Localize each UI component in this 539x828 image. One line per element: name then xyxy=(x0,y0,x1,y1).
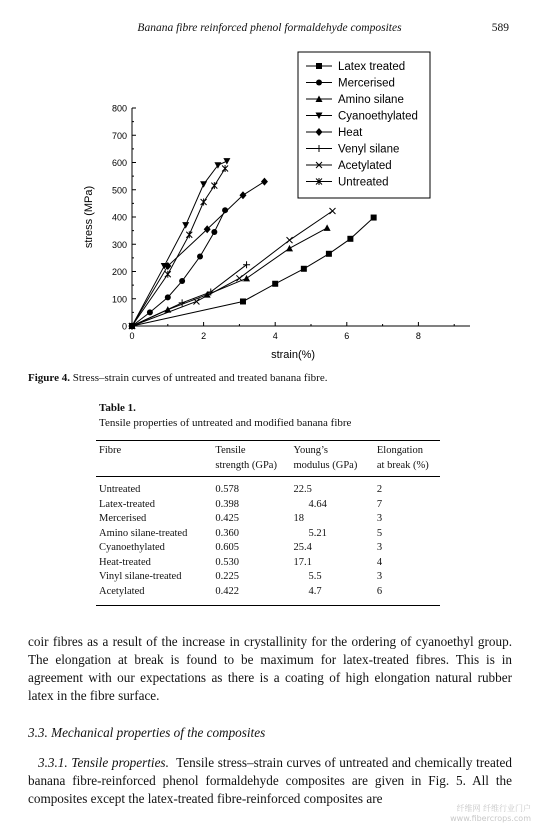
table-row xyxy=(96,512,440,527)
watermark-line-2: www.fibercrops.com xyxy=(450,814,531,823)
figure-label: Figure 4. xyxy=(28,372,70,384)
cell-elongation: 3 xyxy=(376,542,383,553)
cell-elongation: 7 xyxy=(376,498,383,510)
table-row xyxy=(96,570,440,585)
data-point-latex-treated xyxy=(272,281,278,287)
cell-modulus: 18 xyxy=(293,513,304,524)
legend-label-heat: Heat xyxy=(338,127,363,139)
table-label: Table 1. xyxy=(99,402,136,414)
watermark-line-1: 纤维网 纤维行业门户 xyxy=(456,804,531,813)
running-title: Banana fibre reinforced phenol formaldehyde composites xyxy=(137,22,402,34)
y-tick-label: 600 xyxy=(111,158,127,168)
legend-marker-latex-treated xyxy=(316,63,322,69)
y-tick-label: 300 xyxy=(111,239,127,250)
cell-fibre: Acetylated xyxy=(99,585,145,597)
table-row xyxy=(96,477,440,498)
x-tick-label: 4 xyxy=(272,331,278,341)
table-row xyxy=(96,498,440,513)
data-point-cyanoethylated xyxy=(182,222,189,229)
data-point-untreated xyxy=(222,165,228,172)
cell-elongation: 2 xyxy=(376,484,383,495)
data-point-untreated xyxy=(211,182,217,189)
cell-elongation: 6 xyxy=(376,585,383,597)
cell-elongation: 4 xyxy=(376,556,383,568)
y-tick-label: 100 xyxy=(111,294,127,305)
cell-modulus: 4.7 xyxy=(308,585,322,597)
cell-strength: 0.422 xyxy=(215,585,240,597)
section-heading: 3.3. Mechanical properties of the composites xyxy=(28,725,266,740)
cell-fibre: Vinyl silane-treated xyxy=(99,571,182,582)
cell-strength: 0.225 xyxy=(215,571,240,582)
x-tick-label: 8 xyxy=(415,331,421,341)
legend-label-amino-silane: Amino silane xyxy=(338,94,404,106)
y-axis-label: stress (MPa) xyxy=(83,185,95,249)
cell-fibre: Amino silane-treated xyxy=(99,527,188,539)
legend-label-acetylated: Acetylated xyxy=(338,160,392,172)
data-point-heat xyxy=(261,178,268,186)
data-point-untreated xyxy=(186,231,192,238)
paragraph-continuation: coir fibres as a result of the increase in crystallinity for the ordering of cyanoethyl group. The elongation at break is found to be maximum for latex-treated fibres. This is in agreement with our expectations as there is a coating of high elongation natural rubber latex in the fibre surface. xyxy=(28,634,512,703)
y-tick-label: 800 xyxy=(111,103,127,114)
data-point-amino-silane xyxy=(286,245,293,252)
y-tick-label: 500 xyxy=(111,185,127,196)
header-elongation: Elongation at break (%) xyxy=(376,445,429,471)
data-point-untreated xyxy=(201,199,207,206)
cell-fibre: Mercerised xyxy=(99,513,147,524)
data-point-latex-treated xyxy=(326,251,332,257)
cell-fibre: Cyanoethylated xyxy=(99,542,165,553)
header-youngs-modulus: Young’s modulus (GPa) xyxy=(293,445,358,471)
table-header-row xyxy=(96,441,440,477)
cell-modulus: 5.21 xyxy=(308,527,327,539)
legend-label-untreated: Untreated xyxy=(338,176,389,189)
y-tick-label: 700 xyxy=(111,130,127,141)
cell-fibre: Heat-treated xyxy=(99,556,151,568)
cell-strength: 0.605 xyxy=(215,542,240,553)
data-point-latex-treated xyxy=(301,266,307,272)
paragraph-tensile-text: Tensile stress–strain curves of untreated and chemically treated banana fibre-reinforced phenol formaldehyde composites are given in Fig. 5. All the composites except the latex-treated fibre-reinforced composites are xyxy=(28,755,513,806)
table-row xyxy=(96,556,440,571)
data-point-mercerised xyxy=(179,278,185,284)
cell-fibre: Latex-treated xyxy=(99,498,155,510)
header-tensile-strength: Tensile strength (GPa) xyxy=(215,445,277,471)
y-tick-label: 400 xyxy=(111,212,127,223)
table-title: Tensile properties of untreated and modified banana fibre xyxy=(99,417,352,429)
y-tick-label: 200 xyxy=(111,267,127,277)
legend-label-mercerised: Mercerised xyxy=(338,77,395,90)
cell-fibre: Untreated xyxy=(99,484,141,495)
table-row xyxy=(96,527,440,542)
legend-marker-mercerised xyxy=(316,80,322,86)
cell-elongation: 3 xyxy=(376,571,383,582)
cell-modulus: 5.5 xyxy=(308,571,322,582)
cell-modulus: 22.5 xyxy=(293,484,312,495)
series-line-venyl-silane xyxy=(132,265,247,326)
figure-caption xyxy=(28,372,327,384)
legend-label-latex-treated: Latex treated xyxy=(338,61,406,73)
cell-modulus: 25.4 xyxy=(293,542,312,553)
data-point-mercerised xyxy=(197,254,203,260)
stress-strain-chart xyxy=(70,48,470,366)
data-point-untreated xyxy=(165,271,171,278)
header-fibre: Fibre xyxy=(99,445,122,456)
cell-modulus: 4.64 xyxy=(308,498,327,510)
page-number: 589 xyxy=(491,22,509,34)
data-point-amino-silane xyxy=(243,275,250,282)
data-point-cyanoethylated xyxy=(223,158,230,165)
data-point-acetylated xyxy=(287,237,293,243)
watermark xyxy=(450,804,531,824)
x-tick-label: 6 xyxy=(344,331,350,341)
data-point-mercerised xyxy=(165,294,171,300)
figure-caption-text: Stress–strain curves of untreated and treated banana fibre. xyxy=(72,372,328,384)
data-point-mercerised xyxy=(147,309,153,315)
x-tick-label: 0 xyxy=(129,331,135,341)
x-tick-label: 2 xyxy=(201,331,207,341)
data-point-latex-treated xyxy=(240,298,246,304)
cell-strength: 0.530 xyxy=(215,556,240,568)
cell-modulus: 17.1 xyxy=(293,556,312,568)
data-point-latex-treated xyxy=(371,215,377,221)
y-tick-label: 0 xyxy=(121,321,127,332)
legend-label-venyl-silane: Venyl silane xyxy=(338,143,400,156)
tensile-properties-table xyxy=(96,440,440,606)
table-row xyxy=(96,585,440,606)
data-point-cyanoethylated xyxy=(200,181,207,188)
cell-elongation: 5 xyxy=(376,527,383,539)
cell-elongation: 3 xyxy=(376,513,383,524)
cell-strength: 0.578 xyxy=(215,484,240,495)
table-row xyxy=(96,541,440,556)
data-point-latex-treated xyxy=(347,236,353,242)
paragraph-tensile xyxy=(28,754,512,808)
data-point-acetylated xyxy=(236,275,242,281)
data-point-acetylated xyxy=(193,298,199,304)
cell-strength: 0.360 xyxy=(215,527,240,539)
legend-label-cyanoethylated: Cyanoethylated xyxy=(338,110,418,123)
subsection-heading: 3.3.1. Tensile properties. xyxy=(38,755,169,770)
data-point-amino-silane xyxy=(324,224,331,231)
cell-strength: 0.425 xyxy=(215,513,240,524)
cell-strength: 0.398 xyxy=(215,498,240,510)
data-point-acetylated xyxy=(329,208,335,214)
x-axis-label: strain(%) xyxy=(271,349,316,361)
data-point-mercerised xyxy=(211,229,217,235)
